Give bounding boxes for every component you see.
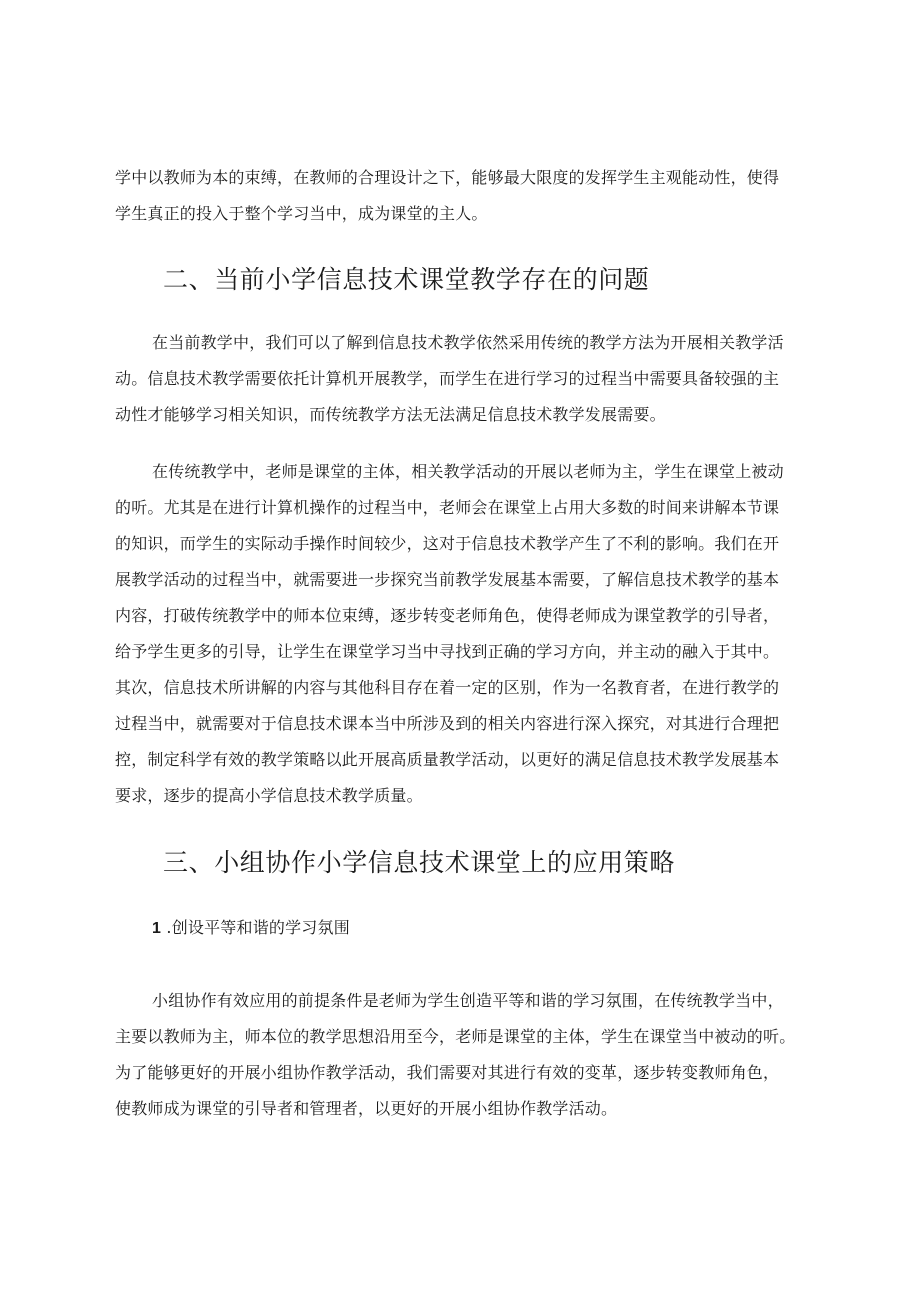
paragraph-line: 的知识，而学生的实际动手操作时间较少，这对于信息技术教学产生了不利的影响。我们在开	[115, 534, 780, 553]
paragraph-line: 的听。尤其是在进行计算机操作的过程当中，老师会在课堂上占用大多数的时间来讲解本节课	[115, 498, 780, 517]
paragraph-line: 要求，逐步的提高小学信息技术教学质量。	[115, 786, 423, 805]
paragraph-line: 控，制定科学有效的教学策略以此开展高质量教学活动，以更好的满足信息技术教学发展基本	[115, 750, 780, 769]
paragraph-line: 动性才能够学习相关知识，而传统教学方法无法满足信息技术教学发展需要。	[115, 405, 666, 424]
paragraph-line: 展教学活动的过程当中，就需要进一步探究当前教学发展基本需要，了解信息技术教学的基本	[115, 570, 780, 589]
paragraph-line: 学生真正的投入于整个学习当中，成为课堂的主人。	[115, 204, 488, 223]
paragraph-line: 给予学生更多的引导，让学生在课堂学习当中寻找到正确的学习方向，并主动的融入于其中。	[115, 642, 780, 661]
section-2-heading: 二、当前小学信息技术课堂教学存在的问题	[163, 265, 650, 294]
section-3-heading: 三、小组协作小学信息技术课堂上的应用策略	[163, 848, 676, 877]
paragraph-line: 使教师成为课堂的引导者和管理者，以更好的开展小组协作教学活动。	[115, 1099, 618, 1118]
paragraph-line: 主要以教师为主，师本位的教学思想沿用至今，老师是课堂的主体，学生在课堂当中被动的听。	[115, 1027, 796, 1046]
subsection-number: 1	[152, 920, 162, 937]
paragraph-line: 小组协作有效应用的前提条件是老师为学生创造平等和谐的学习氛围，在传统教学当中，	[152, 991, 784, 1010]
paragraph-line: 动。信息技术教学需要依托计算机开展教学，而学生在进行学习的过程当中需要具备较强的主	[115, 369, 780, 388]
paragraph-line: 在当前教学中，我们可以了解到信息技术教学依然采用传统的教学方法为开展相关教学活	[152, 333, 784, 352]
paragraph-line: 内容，打破传统教学中的师本位束缚，逐步转变老师角色，使得老师成为课堂教学的引导者，	[115, 606, 780, 625]
subsection-1-title	[152, 915, 350, 938]
paragraph-line: 其次，信息技术所讲解的内容与其他科目存在着一定的区别，作为一名教育者，在进行教学的	[115, 678, 780, 697]
paragraph-line: 在传统教学中，老师是课堂的主体，相关教学活动的开展以老师为主，学生在课堂上被动	[152, 462, 784, 481]
subsection-title-text: .创设平等和谐的学习氛围	[166, 918, 350, 937]
paragraph-line: 为了能够更好的开展小组协作教学活动，我们需要对其进行有效的变革，逐步转变教师角色，	[115, 1063, 780, 1082]
paragraph-line: 学中以教师为本的束缚，在教师的合理设计之下，能够最大限度的发挥学生主观能动性，使得	[115, 168, 780, 187]
paragraph-line: 过程当中，就需要对于信息技术课本当中所涉及到的相关内容进行深入探究，对其进行合理把	[115, 714, 780, 733]
